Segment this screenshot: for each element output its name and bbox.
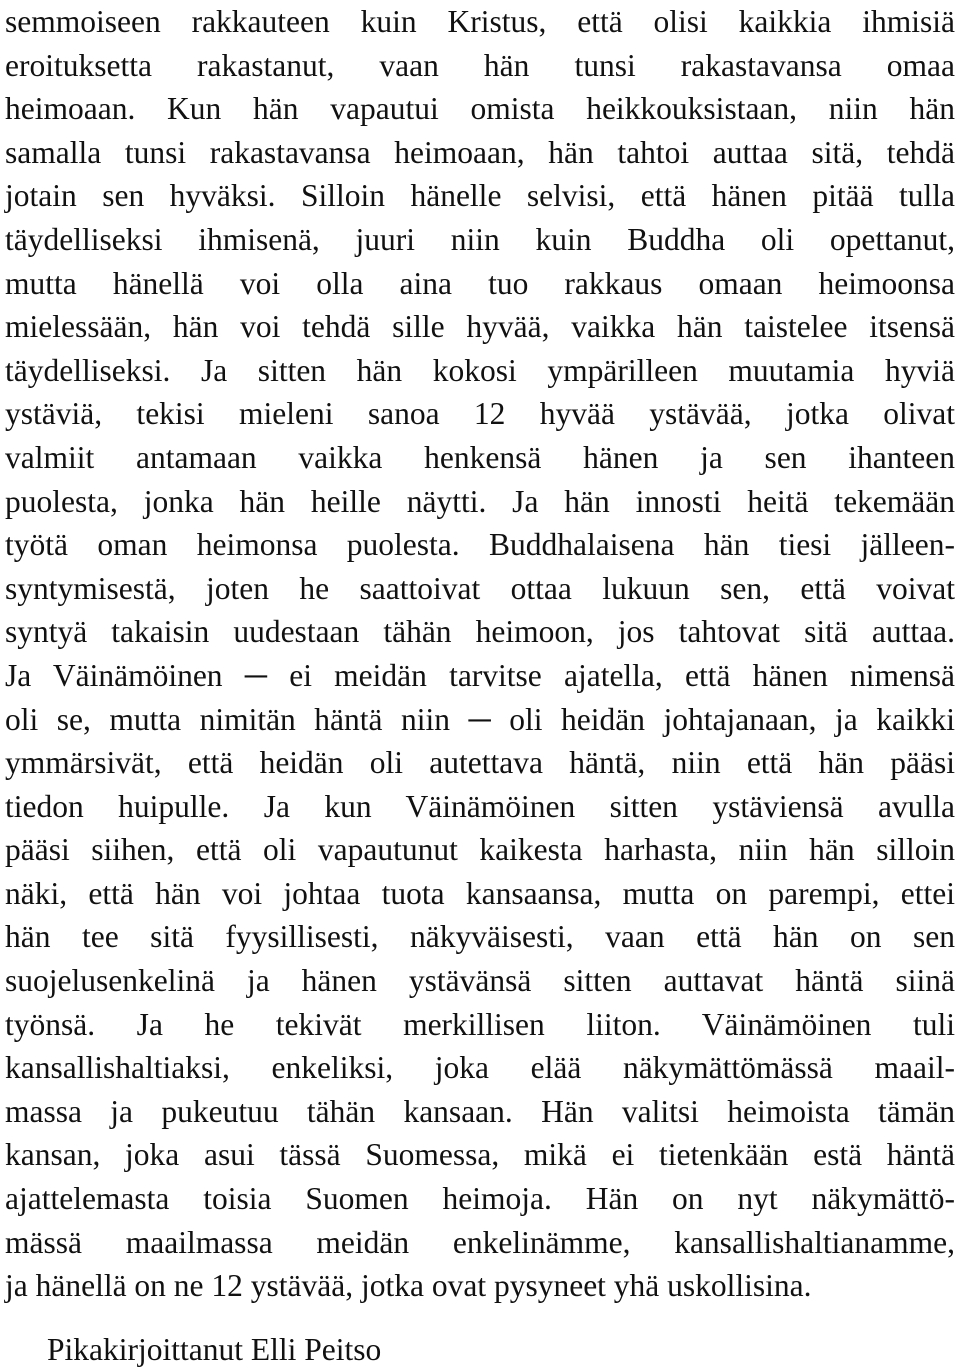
text-line: työnsä. Ja he tekivät merkillisen liiton. Väinämöinen tuli [5,1006,955,1042]
text-line: syntymisestä, joten he saattoivat ottaa lukuun sen, että voivat [5,570,955,606]
text-line: mielessään, hän voi tehdä sille hyvää, vaikka hän taistelee itsensä [5,309,955,345]
text-line: pääsi siihen, että oli vapautunut kaikesta harhasta, niin hän silloin [5,832,955,868]
text-line: ja hänellä on ne 12 ystävää, jotka ovat pysyneet yhä uskollisina. [5,1268,812,1304]
text-line: ystäviä, tekisi mieleni sanoa 12 hyvää ystävää, jotka olivat [5,396,955,432]
text-line: tiedon huipulle. Ja kun Väinämöinen sitten ystäviensä avulla [5,788,955,824]
text-line: eroituksetta rakastanut, vaan hän tunsi rakastavansa omaa [5,47,955,83]
text-line: Ja Väinämöinen ─ ei meidän tarvitse ajatella, että hänen nimensä [5,657,955,693]
text-line: syntyä takaisin uudestaan tähän heimoon, jos tahtovat sitä auttaa. [5,614,955,650]
text-line: työtä oman heimonsa puolesta. Buddhalaisena hän tiesi jälleen- [5,527,955,563]
text-line: suojelusenkelinä ja hänen ystävänsä sitten auttavat häntä siinä [5,963,955,999]
text-line: ymmärsivät, että heidän oli autettava häntä, niin että hän pääsi [5,745,955,781]
text-line: puolesta, jonka hän heille näytti. Ja hän innosti heitä tekemään [5,483,955,519]
text-line: jotain sen hyväksi. Silloin hänelle selvisi, että hänen pitää tulla [5,178,955,214]
text-line: mässä maailmassa meidän enkelinämme, kansallishaltianamme, [5,1224,955,1260]
text-line: näki, että hän voi johtaa tuota kansaansa, mutta on parempi, ettei [5,875,955,911]
text-line: massa ja pukeutuu tähän kansaan. Hän valitsi heimoista tämän [5,1093,955,1129]
text-line: mutta hänellä voi olla aina tuo rakkaus omaan heimoonsa [5,265,955,301]
text-line: heimoaan. Kun hän vapautui omista heikkouksistaan, niin hän [5,91,955,127]
text-line: oli se, mutta nimitän häntä niin ─ oli heidän johtajanaan, ja kaikki [5,701,955,737]
text-line: täydelliseksi ihmisenä, juuri niin kuin Buddha oli opettanut, [5,221,955,257]
text-line: hän tee sitä fyysillisesti, näkyväisesti, vaan että hän on sen [5,919,955,955]
signature-line: Pikakirjoittanut Elli Peitso [47,1332,382,1367]
text-line: ajattelemasta toisia Suomen heimoja. Hän on nyt näkymättö- [5,1181,955,1217]
text-line: kansallishaltiaksi, enkeliksi, joka elää näkymättömässä maail- [5,1050,955,1086]
document-page [5,0,955,1308]
text-line: semmoiseen rakkauteen kuin Kristus, että olisi kaikkia ihmisiä [5,4,955,39]
text-line: täydelliseksi. Ja sitten hän kokosi ympärilleen muutamia hyviä [5,352,955,388]
text-line: valmiit antamaan vaikka henkensä hänen ja sen ihanteen [5,439,955,475]
text-line: kansan, joka asui tässä Suomessa, mikä ei tietenkään estä häntä [5,1137,955,1173]
text-line: samalla tunsi rakastavansa heimoaan, hän tahtoi auttaa sitä, tehdä [5,134,955,170]
